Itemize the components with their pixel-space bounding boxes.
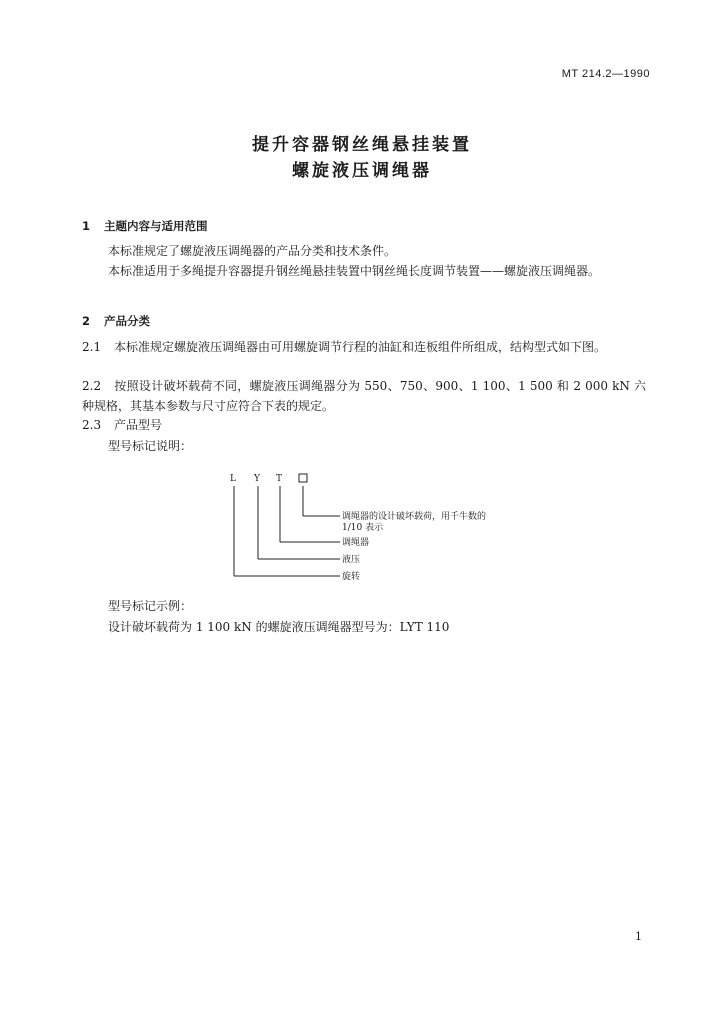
model-designation-diagram bbox=[220, 470, 540, 590]
clause-title: 产品型号 bbox=[114, 418, 163, 432]
model-marking-description: 型号标记说明： bbox=[108, 439, 193, 453]
label-l: 旋转 bbox=[342, 572, 361, 582]
clause-text: 本标准规定螺旋液压调绳器由可用螺旋调节行程的油缸和连板组件所组成，结构型式如下图。 bbox=[114, 340, 607, 354]
model-marking-example-label: 型号标记示例： bbox=[108, 599, 193, 613]
label-load-line2: 1/10 表示 bbox=[342, 523, 384, 533]
letter-y: Y bbox=[254, 474, 260, 484]
clause-text: 按照设计破坏载荷不同，螺旋液压调绳器分为 550、750、900、1 100、1 500 和 2 000 kN 六种规格，其基本参数与尺寸应符合下表的规定。 bbox=[82, 379, 646, 413]
section-number: 2 bbox=[82, 314, 91, 328]
clause-2-2 bbox=[82, 377, 646, 416]
paragraph-scope: 本标准规定了螺旋液压调绳器的产品分类和技术条件。 bbox=[108, 244, 397, 258]
paragraph-application: 本标准适用于多绳提升容器提升钢丝绳悬挂装置中钢丝绳长度调节装置——螺旋液压调绳器。 bbox=[108, 264, 601, 278]
label-load-line1: 调绳器的设计破坏载荷，用千牛数的 bbox=[342, 512, 487, 522]
label-y: 液压 bbox=[342, 555, 361, 565]
section-title: 主题内容与适用范围 bbox=[104, 219, 208, 233]
letter-l: L bbox=[230, 474, 236, 484]
document-title-line1: 提升容器钢丝绳悬挂装置 bbox=[252, 135, 472, 155]
section-number: 1 bbox=[82, 219, 91, 233]
document-title-line2: 螺旋液压调绳器 bbox=[292, 161, 432, 181]
clause-2-3 bbox=[82, 416, 162, 436]
model-marking-example: 设计破坏载荷为 1 100 kN 的螺旋液压调绳器型号为：LYT 110 bbox=[108, 620, 450, 634]
section-1-heading bbox=[82, 218, 208, 234]
section-title: 产品分类 bbox=[104, 314, 150, 328]
section-2-heading bbox=[82, 313, 150, 329]
letter-t: T bbox=[276, 474, 283, 484]
clause-number: 2.3 bbox=[82, 418, 102, 432]
label-t: 调绳器 bbox=[342, 538, 370, 548]
clause-number: 2.2 bbox=[82, 379, 102, 393]
page-number: 1 bbox=[635, 930, 642, 943]
standard-number: MT 214.2—1990 bbox=[561, 68, 650, 80]
clause-2-1 bbox=[82, 338, 646, 358]
clause-number: 2.1 bbox=[82, 340, 102, 354]
